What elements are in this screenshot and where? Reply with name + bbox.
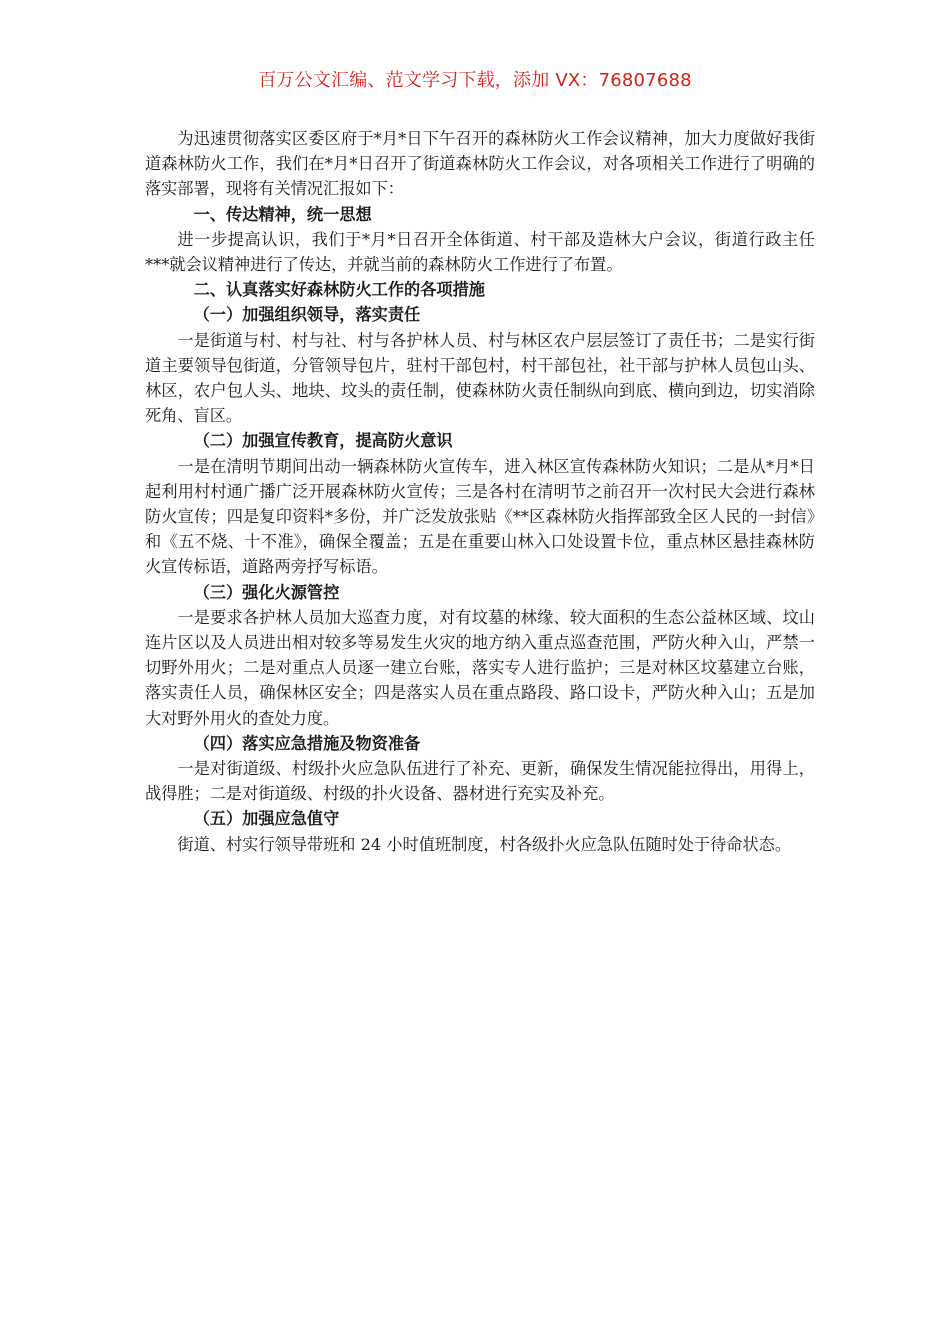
intro-paragraph: 为迅速贯彻落实区委区府于*月*日下午召开的森林防火工作会议精神，加大力度做好我街道森林防火工作，我们在*月*日召开了街道森林防火工作会议，对各项相关工作进行了明确的落实部署，现将有关情况汇报如下：: [145, 129, 815, 199]
subsection-4-heading: （四）落实应急措施及物资准备: [193, 733, 421, 753]
section-1-paragraph: 进一步提高认识，我们于*月*日召开全体街道、村干部及造林大户会议，街道行政主任***就会议精神进行了传达，并就当前的森林防火工作进行了布置。: [145, 229, 815, 275]
subsection-5-paragraph: 街道、村实行领导带班和 24 小时值班制度，村各级扑火应急队伍随时处于待命状态。: [177, 834, 792, 854]
watermark-banner: 百万公文汇编、范文学习下载，添加 VX：76807688: [258, 70, 692, 91]
subsection-4-paragraph: 一是对街道级、村级扑火应急队伍进行了补充、更新，确保发生情况能拉得出，用得上，战得胜；二是对街道级、村级的扑火设备、器材进行充实及补充。: [145, 759, 815, 804]
subsection-1-paragraph: 一是街道与村、村与社、村与各护林人员、村与林区农户层层签订了责任书；二是实行街道主要领导包街道，分管领导包片，驻村干部包村，村干部包社，社干部与护林人员包山头、林区，农户包人头、地块、坟头的责任制，使森林防火责任制纵向到底、横向到边，切实消除死角、盲区。: [145, 330, 815, 426]
subsection-2-paragraph: 一是在清明节期间出动一辆森林防火宣传车，进入林区宣传森林防火知识；二是从*月*日起利用村村通广播广泛开展森林防火宣传；三是各村在清明节之前召开一次村民大会进行森林防火宣传；四是复印资料*多份，并广泛发放张贴《**区森林防火指挥部致全区人民的一封信》和《五不烧、十不准》，确保全覆盖；五是在重要山林入口处设置卡位，重点林区悬挂森林防火宣传标语，道路两旁抒写标语。: [145, 456, 815, 577]
section-1-heading: 一、传达精神，统一思想: [193, 204, 372, 224]
subsection-3-heading: （三）强化火源管控: [193, 582, 340, 602]
subsection-3-paragraph: 一是要求各护林人员加大巡查力度，对有坟墓的林缘、较大面积的生态公益林区域、坟山连片区以及人员进出相对较多等易发生火灾的地方纳入重点巡查范围，严防火种入山，严禁一切野外用火；二是对重点人员逐一建立台账，落实专人进行监护；三是对林区坟墓建立台账，落实责任人员，确保林区安全；四是落实人员在重点路段、路口设卡，严防火种入山；五是加大对野外用火的查处力度。: [145, 607, 815, 728]
subsection-2-heading: （二）加强宣传教育，提高防火意识: [193, 431, 453, 451]
subsection-1-heading: （一）加强组织领导，落实责任: [193, 305, 421, 325]
document-body: [145, 126, 815, 857]
section-2-heading: 二、认真落实好森林防火工作的各项措施: [193, 280, 485, 300]
subsection-5-heading: （五）加强应急值守: [193, 809, 340, 829]
